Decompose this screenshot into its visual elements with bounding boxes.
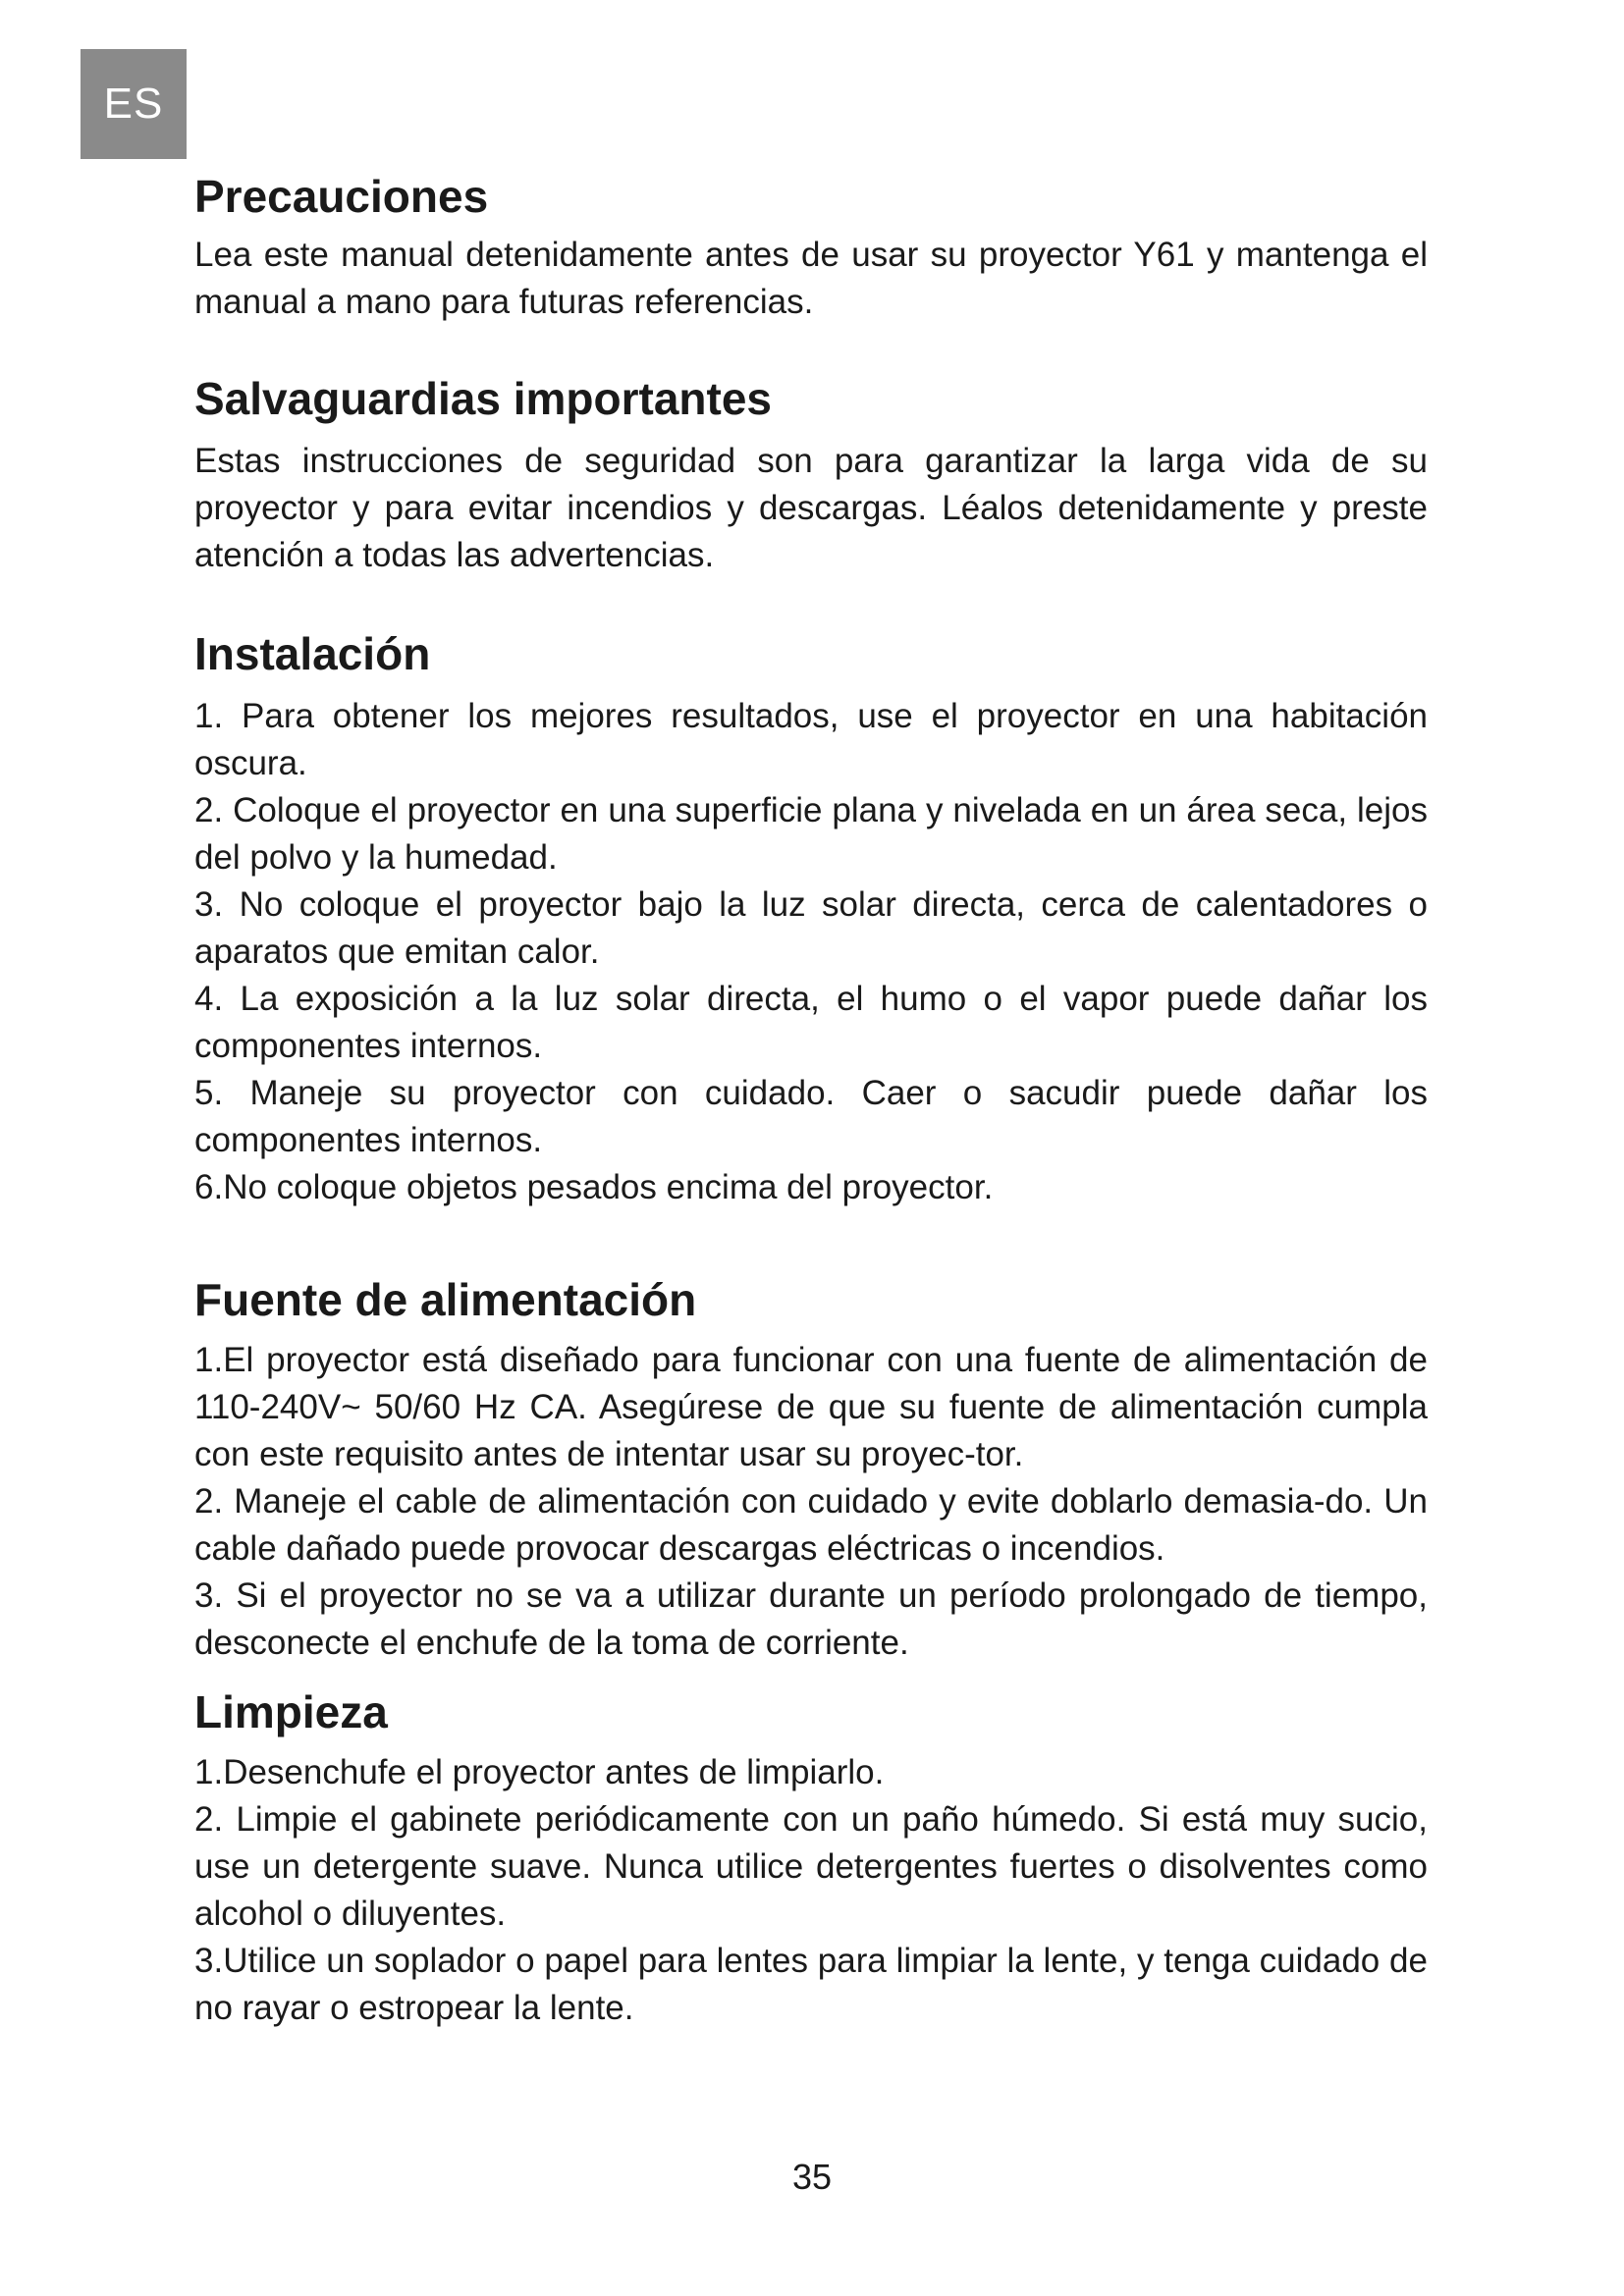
section-title: Instalación (194, 628, 431, 679)
list-item: 3. Si el proyector no se va a utilizar durante un período prolongado de tiempo, desconecte el enchufe de la toma de corriente. (194, 1576, 1428, 1662)
section-title: Limpieza (194, 1686, 388, 1737)
paragraph: Estas instrucciones de seguridad son para garantizar la larga vida de su proyector y para evitar incendios y descargas. Léalos detenidamente y preste atención a todas las advertencias. (194, 442, 1428, 574)
section-limpieza (194, 1684, 1428, 2032)
manual-content (194, 169, 1428, 2032)
section-instalacion (194, 626, 1428, 1211)
language-tab: ES (81, 49, 187, 159)
list-item: 1.Desenchufe el proyector antes de limpiarlo. (194, 1753, 885, 1791)
section-title: Fuente de alimentación (194, 1274, 697, 1325)
list-item: 1.El proyector está diseñado para funcionar con una fuente de alimentación de 110-240V~ 50/60 Hz CA. Asegúrese de que su fuente de alimentación cumpla con este requisito antes de intentar usar su proyec-tor. (194, 1341, 1428, 1473)
section-fuente-de-alimentacion (194, 1272, 1428, 1667)
section-salvaguardias (194, 371, 1428, 579)
section-title: Precauciones (194, 171, 489, 222)
list-item: 2. Coloque el proyector en una superficie plana y nivelada en un área seca, lejos del polvo y la humedad. (194, 791, 1428, 877)
list-item: 3. No coloque el proyector bajo la luz solar directa, cerca de calentadores o aparatos que emitan calor. (194, 885, 1428, 971)
section-title: Salvaguardias importantes (194, 373, 772, 424)
list-item: 1. Para obtener los mejores resultados, use el proyector en una habitación oscura. (194, 697, 1428, 782)
section-precauciones (194, 169, 1428, 326)
list-item: 5. Maneje su proyector con cuidado. Caer o sacudir puede dañar los componentes internos. (194, 1074, 1428, 1159)
list-item: 4. La exposición a la luz solar directa, el humo o el vapor puede dañar los componentes internos. (194, 980, 1428, 1065)
list-item: 3.Utilice un soplador o papel para lentes para limpiar la lente, y tenga cuidado de no rayar o estropear la lente. (194, 1942, 1428, 2027)
paragraph: Lea este manual detenidamente antes de usar su proyector Y61 y mantenga el manual a mano para futuras referencias. (194, 236, 1428, 321)
list-item: 2. Limpie el gabinete periódicamente con un paño húmedo. Si está muy sucio, use un detergente suave. Nunca utilice detergentes fuertes o disolventes como alcohol o diluyentes. (194, 1800, 1428, 1933)
list-item: 2. Maneje el cable de alimentación con cuidado y evite doblarlo demasia-do. Un cable dañado puede provocar descargas eléctricas o incendios. (194, 1482, 1428, 1568)
list-item: 6.No coloque objetos pesados encima del proyector. (194, 1168, 994, 1206)
page-number: 35 (791, 2157, 833, 2197)
